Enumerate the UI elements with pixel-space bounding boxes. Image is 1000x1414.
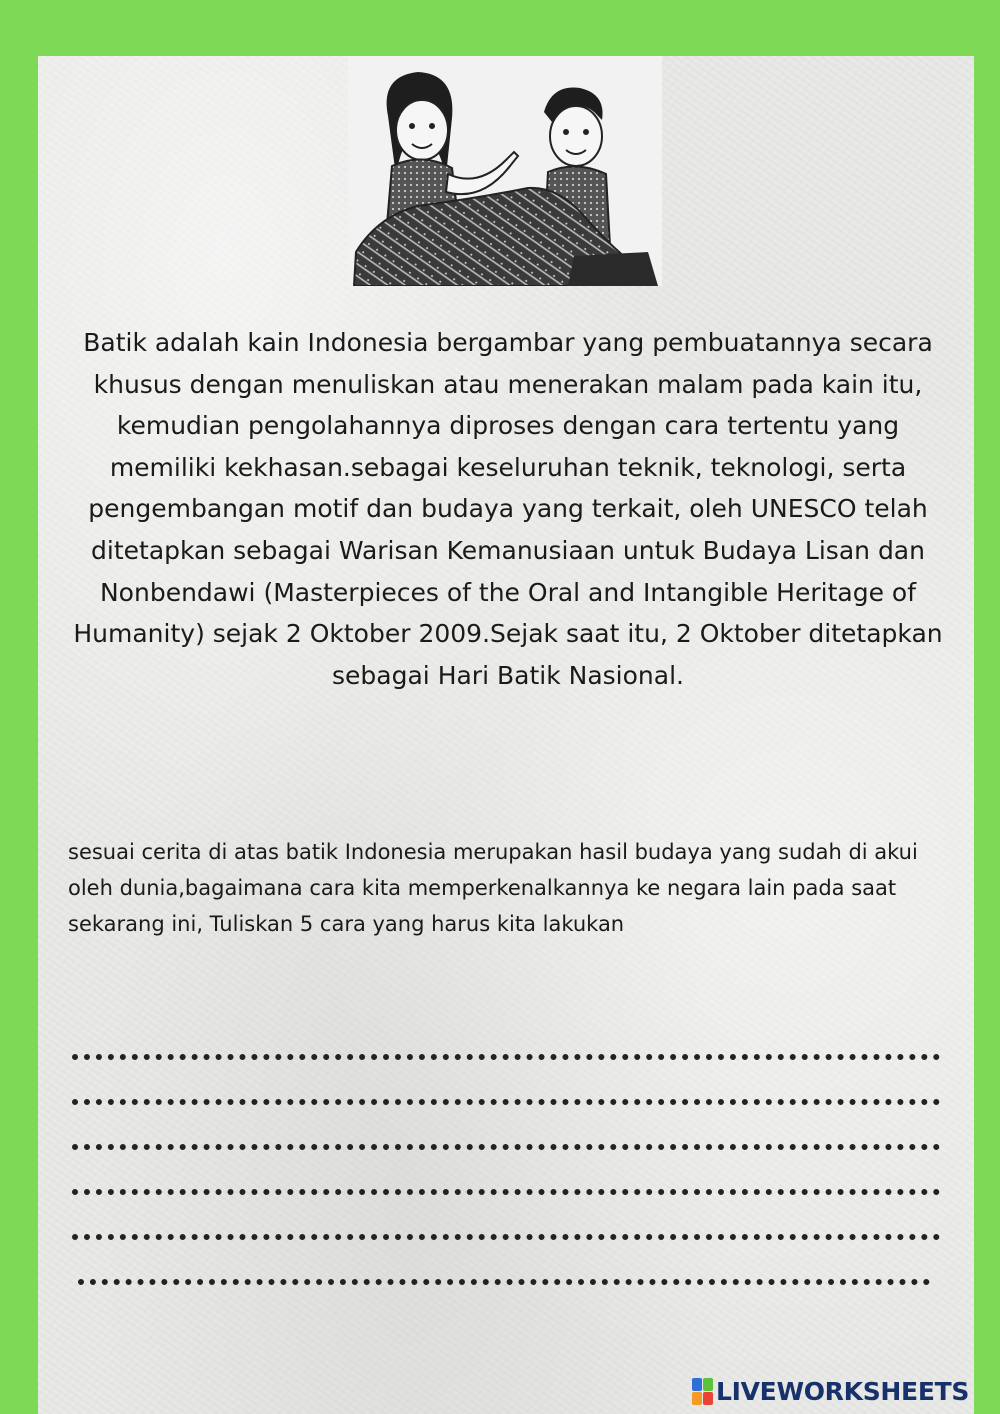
- answer-line-1[interactable]: [72, 1016, 940, 1060]
- liveworksheets-brand: [692, 1373, 969, 1409]
- answer-area[interactable]: [72, 1016, 940, 1286]
- brand-name: LIVEWORKSHEETS: [716, 1376, 970, 1406]
- answer-line-4[interactable]: [72, 1151, 940, 1195]
- children-with-batik-illustration: [348, 56, 662, 286]
- batik-passage: Batik adalah kain Indonesia bergambar yang pembuatannya secara khusus dengan menuliskan atau menerakan malam pada kain itu, kemudian pengolahannya diproses dengan cara tertentu yang memiliki kekhasan.sebagai keseluruhan teknik, teknologi, serta pengembangan motif dan budaya yang terkait, oleh UNESCO telah ditetapkan sebagai Warisan Kemanusiaan untuk Budaya Lisan dan Nonbendawi (Masterpieces of the Oral and Intangible Heritage of Humanity) sejak 2 Oktober 2009.Sejak saat itu, 2 Oktober ditetapkan sebagai Hari Batik Nasional.: [73, 328, 943, 690]
- answer-line-3[interactable]: [72, 1106, 940, 1150]
- answer-line-5[interactable]: [72, 1196, 940, 1240]
- answer-line-6[interactable]: [78, 1241, 930, 1285]
- answer-line-2[interactable]: [72, 1061, 940, 1105]
- liveworksheets-logo-icon: [692, 1377, 714, 1405]
- question-prompt: sesuai cerita di atas batik Indonesia merupakan hasil budaya yang sudah di akui oleh dunia,bagaimana cara kita memperkenalkannya ke negara lain pada saat sekarang ini, Tuliskan 5 cara yang harus kita lakukan: [68, 840, 918, 936]
